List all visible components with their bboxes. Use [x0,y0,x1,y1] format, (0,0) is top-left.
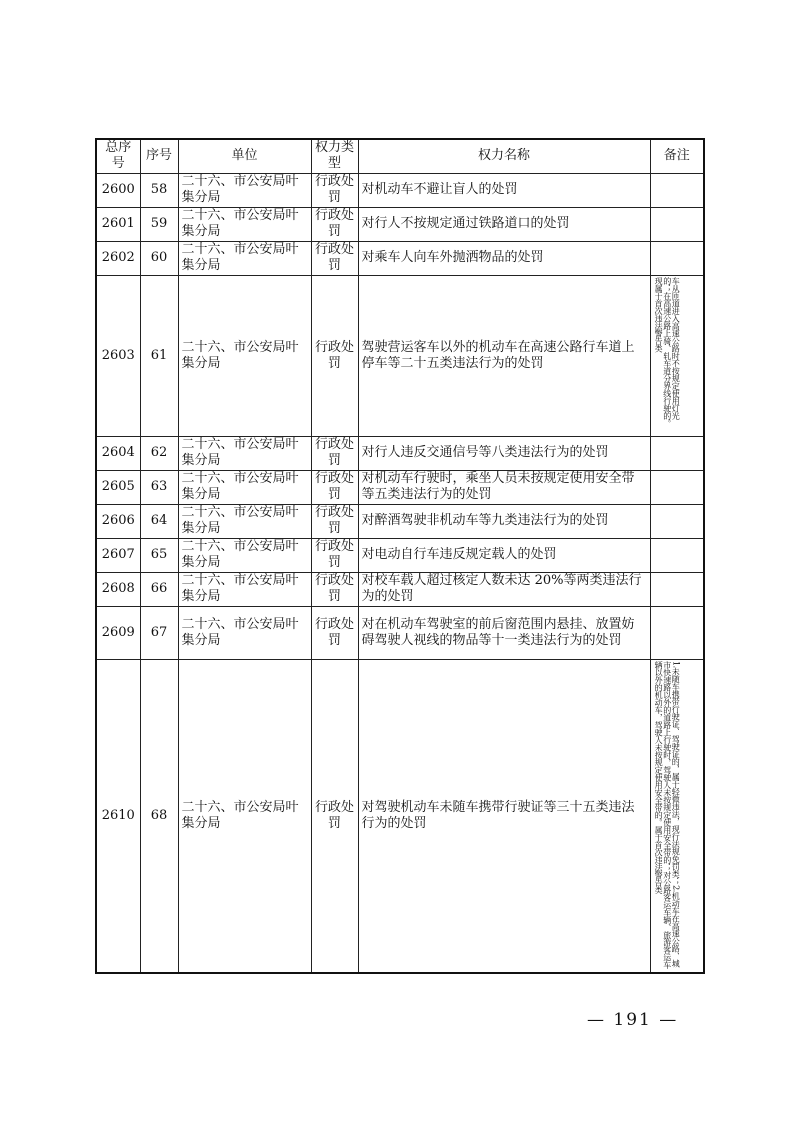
cell-type: 行政处罚 [311,606,358,659]
cell-note [650,538,704,572]
cell-seq: 61 [140,275,178,436]
cell-unit: 二十六、市公安局叶集分局 [178,572,311,606]
cell-total: 2607 [96,538,140,572]
cell-note [650,241,704,275]
cell-name: 对驾驶机动车未随车携带行驶证等三十五类违法行为的处罚 [358,659,650,973]
cell-type: 行政处罚 [311,659,358,973]
cell-seq: 64 [140,504,178,538]
table-row [96,436,704,470]
cell-unit: 二十六、市公安局叶集分局 [178,470,311,504]
cell-name: 对乘车人向车外抛洒物品的处罚 [358,241,650,275]
header-total-no: 总序号 [96,139,140,173]
cell-seq: 66 [140,572,178,606]
cell-name: 对电动自行车违反规定载人的处罚 [358,538,650,572]
cell-type: 行政处罚 [311,241,358,275]
cell-total: 2605 [96,470,140,504]
cell-type: 行政处罚 [311,470,358,504]
cell-note [650,173,704,207]
cell-name: 对醉酒驾驶非机动车等九类违法行为的处罚 [358,504,650,538]
cell-seq: 62 [140,436,178,470]
cell-note [650,606,704,659]
cell-unit: 二十六、市公安局叶集分局 [178,173,311,207]
cell-unit: 二十六、市公安局叶集分局 [178,436,311,470]
cell-seq: 60 [140,241,178,275]
power-list-table [95,138,705,974]
table-row [96,538,704,572]
cell-note [650,275,704,436]
page-number: — 191 — [587,1010,679,1030]
note-text: 1.未随车携带行驶证、驾驶证的，属于轻微违法，现行法规免罚类；2.机动车在高速公路、城市快速路以外的道路上行驶时，驾驶人未按规定使用安全带的；对公路客运车辆、旅游客运车辆以外的机动车，驾驶人未按规定使用安全带的。属于首次违法警告类 [654,660,681,969]
cell-total: 2603 [96,275,140,436]
table-row [96,659,704,973]
table-row [96,572,704,606]
cell-total: 2606 [96,504,140,538]
cell-type: 行政处罚 [311,504,358,538]
cell-seq: 63 [140,470,178,504]
cell-name: 对行人不按规定通过铁路道口的处罚 [358,207,650,241]
cell-total: 2602 [96,241,140,275]
table-header-row [96,139,704,173]
cell-name: 对机动车行驶时，乘坐人员未按规定使用安全带等五类违法行为的处罚 [358,470,650,504]
header-unit: 单位 [178,139,311,173]
cell-total: 2609 [96,606,140,659]
cell-note [650,436,704,470]
table-row [96,275,704,436]
header-name: 权力名称 [358,139,650,173]
cell-unit: 二十六、市公安局叶集分局 [178,606,311,659]
cell-seq: 67 [140,606,178,659]
cell-seq: 68 [140,659,178,973]
cell-total: 2608 [96,572,140,606]
header-seq: 序号 [140,139,178,173]
cell-note [650,504,704,538]
cell-seq: 65 [140,538,178,572]
table-row [96,606,704,659]
cell-name: 对机动车不避让盲人的处罚 [358,173,650,207]
table-row [96,241,704,275]
cell-unit: 二十六、市公安局叶集分局 [178,275,311,436]
cell-name: 对校车载人超过核定人数未达 20%等两类违法行为的处罚 [358,572,650,606]
cell-type: 行政处罚 [311,538,358,572]
table-row [96,207,704,241]
table-row [96,470,704,504]
table-row [96,504,704,538]
cell-seq: 58 [140,173,178,207]
cell-note [650,207,704,241]
cell-unit: 二十六、市公安局叶集分局 [178,207,311,241]
cell-type: 行政处罚 [311,207,358,241]
cell-note [650,470,704,504]
cell-name: 对行人违反交通信号等八类违法行为的处罚 [358,436,650,470]
cell-total: 2600 [96,173,140,207]
cell-note [650,659,704,973]
cell-name: 驾驶营运客车以外的机动车在高速公路行车道上停车等二十五类违法行为的处罚 [358,275,650,436]
cell-type: 行政处罚 [311,275,358,436]
cell-name: 对在机动车驾驶室的前后窗范围内悬挂、放置妨碍驾驶人视线的物品等十一类违法行为的处罚 [358,606,650,659]
cell-total: 2604 [96,436,140,470]
cell-total: 2610 [96,659,140,973]
note-text: 车从匝道进入高速公路时不按规定使用灯光的；在高速公路上骑、轧车道分界线行驶的。现属于首次违法警告类 [654,277,681,427]
cell-type: 行政处罚 [311,173,358,207]
cell-total: 2601 [96,207,140,241]
cell-note [650,572,704,606]
cell-unit: 二十六、市公安局叶集分局 [178,659,311,973]
cell-seq: 59 [140,207,178,241]
cell-unit: 二十六、市公安局叶集分局 [178,538,311,572]
cell-type: 行政处罚 [311,436,358,470]
cell-type: 行政处罚 [311,572,358,606]
table-row [96,173,704,207]
header-type: 权力类型 [311,139,358,173]
cell-unit: 二十六、市公安局叶集分局 [178,241,311,275]
header-note: 备注 [650,139,704,173]
cell-unit: 二十六、市公安局叶集分局 [178,504,311,538]
